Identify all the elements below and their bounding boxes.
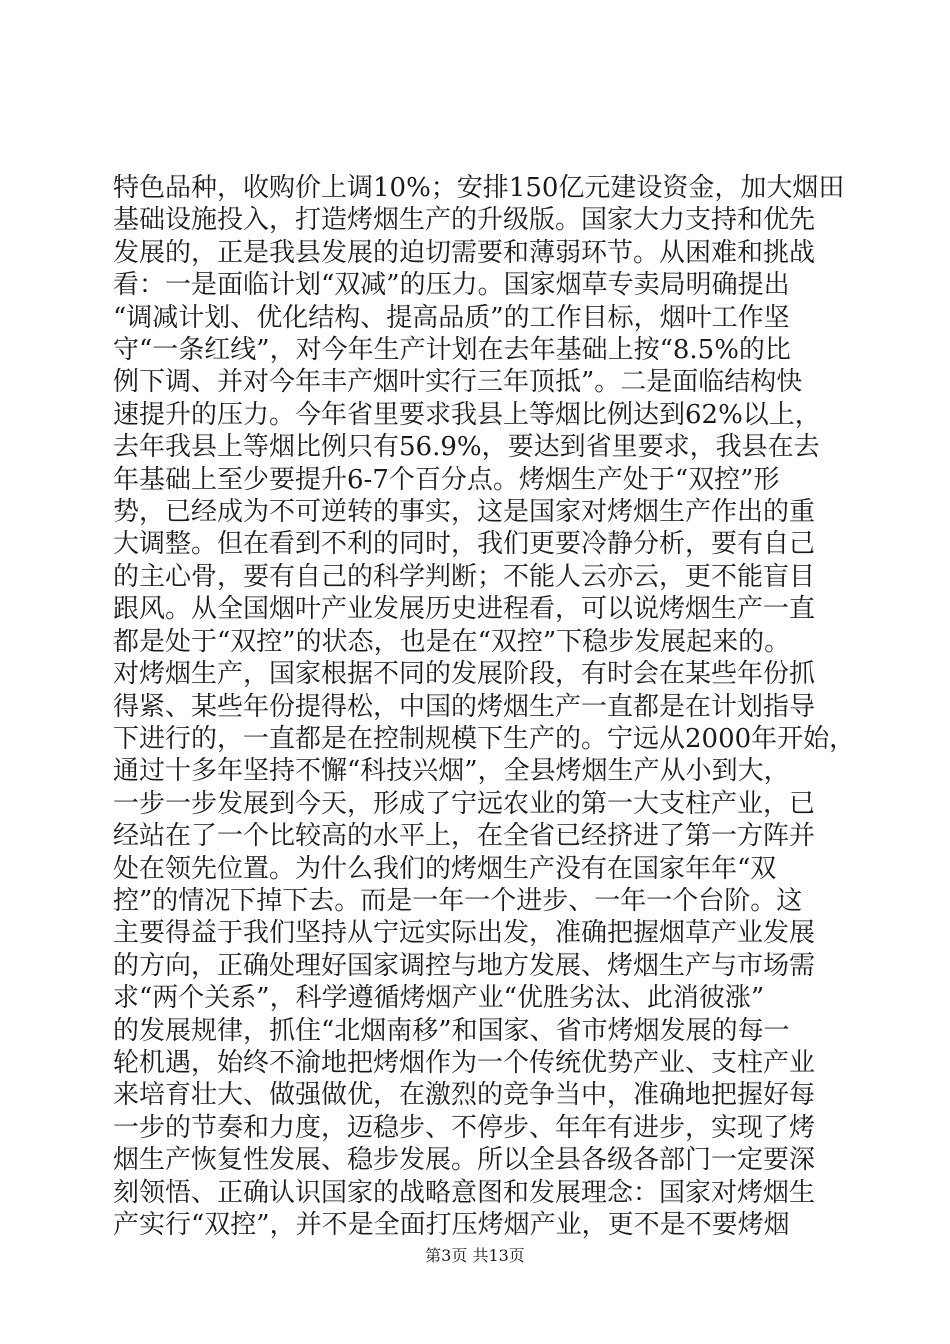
text-line: 速提升的压力。今年省里要求我县上等烟比例达到62%以上， — [113, 399, 821, 430]
text-line: 守“一条红线”，对今年生产计划在去年基础上按“8.5%的比 — [113, 335, 791, 366]
text-line: 基础设施投入，打造烤烟生产的升级版。国家大力支持和优先 — [113, 205, 816, 236]
text-line: 控”的情况下掉下去。而是一年一个进步、一年一个台阶。这 — [113, 885, 803, 916]
text-line: 经站在了一个比较高的水平上，在全省已经挤进了第一方阵并 — [113, 821, 816, 852]
text-line: 的主心骨，要有自己的科学判断；不能人云亦云，更不能盲目 — [113, 561, 816, 592]
text-line: 的发展规律，抓住“北烟南移”和国家、省市烤烟发展的每一 — [113, 1015, 790, 1046]
text-line: 年基础上至少要提升6-7个百分点。烤烟生产处于“双控”形 — [113, 464, 780, 495]
page-number: 第3页 共13页 — [425, 1246, 525, 1265]
text-line: 求“两个关系”，科学遵循烤烟产业“优胜劣汰、此消彼涨” — [113, 983, 765, 1014]
text-line: 刻领悟、正确认识国家的战略意图和发展理念：国家对烤烟生 — [113, 1177, 816, 1208]
text-line: 特色品种，收购价上调10%；安排150亿元建设资金，加大烟田 — [113, 173, 845, 203]
text-line: 的方向，正确处理好国家调控与地方发展、烤烟生产与市场需 — [113, 950, 816, 981]
text-line: 去年我县上等烟比例只有56.9%，要达到省里要求，我县在去 — [113, 432, 820, 463]
text-line: 烟生产恢复性发展、稳步发展。所以全县各级各部门一定要深 — [113, 1145, 816, 1176]
text-line: 发展的，正是我县发展的迫切需要和薄弱环节。从困难和挑战 — [113, 237, 816, 268]
text-line: 通过十多年坚持不懈“科技兴烟”，全县烤烟生产从小到大， — [113, 756, 790, 787]
text-line: 来培育壮大、做强做优，在激烈的竞争当中，准确地把握好每 — [113, 1080, 816, 1111]
page-footer — [0, 1243, 950, 1266]
text-line: 看：一是面临计划“双减”的压力。国家烟草专卖局明确提出 — [113, 270, 790, 301]
text-line: 例下调、并对今年丰产烟叶实行三年顶抵”。二是面临结构快 — [113, 367, 803, 398]
text-line: “调减计划、优化结构、提高品质”的工作目标，烟叶工作坚 — [113, 302, 790, 333]
text-line: 处在领先位置。为什么我们的烤烟生产没有在国家年年“双 — [113, 853, 777, 884]
text-line: 跟风。从全国烟叶产业发展历史进程看，可以说烤烟生产一直 — [113, 594, 816, 625]
body-paragraph — [113, 172, 859, 1241]
text-line: 主要得益于我们坚持从宁远实际出发，准确把握烟草产业发展 — [113, 918, 816, 949]
text-line: 轮机遇，始终不渝地把烤烟作为一个传统优势产业、支柱产业 — [113, 1047, 816, 1078]
text-line: 一步一步发展到今天，形成了宁远农业的第一大支柱产业，已 — [113, 788, 816, 819]
text-line: 下进行的，一直都是在控制规模下生产的。宁远从2000年开始， — [113, 723, 856, 754]
text-line: 一步的节奏和力度，迈稳步、不停步、年年有进步，实现了烤 — [113, 1112, 816, 1143]
text-line: 势，已经成为不可逆转的事实，这是国家对烤烟生产作出的重 — [113, 497, 816, 528]
text-line: 得紧、某些年份提得松，中国的烤烟生产一直都是在计划指导 — [113, 691, 816, 722]
text-line: 产实行“双控”，并不是全面打压烤烟产业，更不是不要烤烟 — [113, 1210, 790, 1240]
text-line: 都是处于“双控”的状态，也是在“双控”下稳步发展起来的。 — [113, 626, 791, 657]
text-line: 大调整。但在看到不利的同时，我们更要冷静分析，要有自己 — [113, 529, 816, 560]
text-line: 对烤烟生产，国家根据不同的发展阶段，有时会在某些年份抓 — [113, 659, 816, 690]
